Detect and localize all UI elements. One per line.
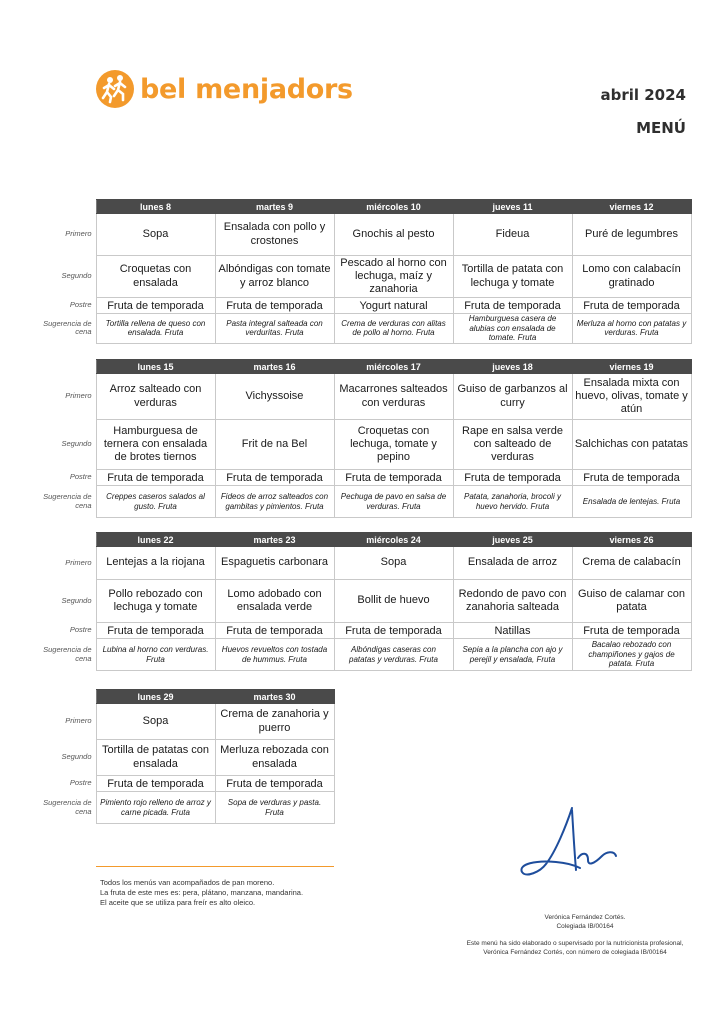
dinner-suggestion-cell: Tortilla rellena de queso con ensalada. Fruta: [96, 314, 215, 344]
table-row: [30, 298, 691, 314]
footer-notes: [100, 878, 303, 908]
first-course-cell: Fideua: [453, 214, 572, 256]
first-course-cell: Gnochis al pesto: [334, 214, 453, 256]
signer-block: [490, 914, 680, 932]
row-label-second: Segundo: [61, 439, 92, 449]
table-row: [30, 740, 334, 776]
first-course-cell: Puré de legumbres: [572, 214, 691, 256]
week-table: [30, 689, 335, 824]
dinner-suggestion-cell: Merluza al horno con patatas y verduras. Fruta: [572, 314, 691, 344]
day-header: jueves 18: [453, 360, 572, 374]
table-row: [30, 470, 691, 486]
dinner-suggestion-cell: Albóndigas caseras con patatas y verduras. Fruta: [334, 639, 453, 671]
day-header: viernes 26: [572, 533, 691, 547]
dessert-cell: Natillas: [453, 623, 572, 639]
row-label-first: Primero: [65, 391, 92, 401]
note-line: El aceite que se utiliza para freír es alto oleico.: [100, 898, 256, 908]
day-header: lunes 22: [96, 533, 215, 547]
dinner-suggestion-cell: Patata, zanahoria, brocoli y huevo hervido. Fruta: [453, 486, 572, 518]
day-header: viernes 19: [572, 360, 691, 374]
day-header: miércoles 10: [334, 200, 453, 214]
second-course-cell: Croquetas con ensalada: [96, 256, 215, 298]
day-header: martes 16: [215, 360, 334, 374]
menu-table: [30, 359, 692, 518]
second-course-cell: Tortilla de patatas con ensalada: [96, 740, 215, 776]
table-row: [30, 256, 691, 298]
row-label-dessert: Postre: [69, 625, 92, 635]
table-row: [30, 214, 691, 256]
day-header: viernes 12: [572, 200, 691, 214]
day-header: martes 23: [215, 533, 334, 547]
day-header: miércoles 17: [334, 360, 453, 374]
dessert-cell: Fruta de temporada: [334, 623, 453, 639]
week-table: [30, 199, 692, 344]
row-label-first: Primero: [65, 229, 92, 239]
table-corner: [30, 533, 96, 547]
dessert-cell: Fruta de temporada: [453, 470, 572, 486]
first-course-cell: Ensalada mixta con huevo, olivas, tomate y atún: [572, 374, 691, 420]
first-course-cell: Macarrones salteados con verduras: [334, 374, 453, 420]
table-row: [30, 639, 691, 671]
table-corner: [30, 360, 96, 374]
first-course-cell: Espaguetis carbonara: [215, 547, 334, 580]
table-row: [30, 776, 334, 792]
running-kids-icon: [96, 70, 134, 108]
second-course-cell: Croquetas con lechuga, tomate y pepino: [334, 420, 453, 470]
menu-table: [30, 199, 692, 344]
dinner-suggestion-cell: Sopa de verduras y pasta. Fruta: [215, 792, 334, 824]
second-course-cell: Hamburguesa de ternera con ensalada de brotes tiernos: [96, 420, 215, 470]
table-corner: [30, 200, 96, 214]
table-row: [30, 704, 334, 740]
row-label-second: Segundo: [61, 595, 92, 605]
row-label-dinner: Sugerencia de cena: [43, 644, 92, 663]
page-title: MENÚ: [636, 119, 686, 137]
week-table: [30, 359, 692, 518]
row-label-dessert: Postre: [69, 778, 92, 788]
day-header: jueves 25: [453, 533, 572, 547]
row-label-dessert: Postre: [69, 472, 92, 482]
first-course-cell: Ensalada con pollo y crostones: [215, 214, 334, 256]
second-course-cell: Frit de na Bel: [215, 420, 334, 470]
menu-table: [30, 689, 335, 824]
signer-name: Verónica Fernández Cortés.: [544, 914, 626, 921]
second-course-cell: Albóndigas con tomate y arroz blanco: [215, 256, 334, 298]
dinner-suggestion-cell: Hamburguesa casera de alubias con ensalada de tomate. Fruta: [453, 314, 572, 344]
dinner-suggestion-cell: Bacalao rebozado con champiñones y gajos de patata. Fruta: [572, 639, 691, 671]
row-label-dinner: Sugerencia de cena: [43, 797, 92, 816]
first-course-cell: Sopa: [334, 547, 453, 580]
signature-image: [516, 806, 620, 891]
dinner-suggestion-cell: Crema de verduras con alitas de pollo al horno. Fruta: [334, 314, 453, 344]
menu-month: abril 2024: [600, 86, 686, 104]
dessert-cell: Fruta de temporada: [96, 470, 215, 486]
row-label-second: Segundo: [61, 271, 92, 281]
dinner-suggestion-cell: Lubina al horno con verduras. Fruta: [96, 639, 215, 671]
second-course-cell: Guiso de calamar con patata: [572, 580, 691, 623]
brand-name: bel menjadors: [140, 73, 353, 105]
table-row: [30, 374, 691, 420]
first-course-cell: Crema de calabacín: [572, 547, 691, 580]
day-header: martes 30: [215, 690, 334, 704]
table-row: [30, 314, 691, 344]
second-course-cell: Pollo rebozado con lechuga y tomate: [96, 580, 215, 623]
second-course-cell: Rape en salsa verde con salteado de verduras: [453, 420, 572, 470]
day-header: martes 9: [215, 200, 334, 214]
first-course-cell: Sopa: [96, 214, 215, 256]
table-row: [30, 547, 691, 580]
second-course-cell: Tortilla de patata con lechuga y tomate: [453, 256, 572, 298]
day-header: lunes 15: [96, 360, 215, 374]
second-course-cell: Lomo adobado con ensalada verde: [215, 580, 334, 623]
row-label-first: Primero: [65, 716, 92, 726]
first-course-cell: Guiso de garbanzos al curry: [453, 374, 572, 420]
first-course-cell: Ensalada de arroz: [453, 547, 572, 580]
table-row: [30, 580, 691, 623]
note-line: Todos los menús van acompañados de pan moreno.: [100, 878, 275, 887]
row-label-first: Primero: [65, 557, 92, 567]
first-course-cell: Sopa: [96, 704, 215, 740]
day-header: miércoles 24: [334, 533, 453, 547]
second-course-cell: Redondo de pavo con zanahoria salteada: [453, 580, 572, 623]
dessert-cell: Fruta de temporada: [334, 470, 453, 486]
dinner-suggestion-cell: Pimiento rojo relleno de arroz y carne picada. Fruta: [96, 792, 215, 824]
table-corner: [30, 690, 96, 704]
dessert-cell: Fruta de temporada: [215, 298, 334, 314]
dinner-suggestion-cell: Pechuga de pavo en salsa de verduras. Fruta: [334, 486, 453, 518]
brand-logo: [96, 70, 353, 108]
first-course-cell: Lentejas a la riojana: [96, 547, 215, 580]
row-label-dessert: Postre: [69, 300, 92, 310]
row-label-dinner: Sugerencia de cena: [43, 318, 92, 337]
table-row: [30, 420, 691, 470]
day-header: lunes 29: [96, 690, 215, 704]
note-line: La fruta de este mes es: pera, plátano, manzana, mandarina.: [100, 888, 304, 898]
dessert-cell: Fruta de temporada: [96, 776, 215, 792]
dinner-suggestion-cell: Creppes caseros salados al gusto. Fruta: [96, 486, 215, 518]
dessert-cell: Fruta de temporada: [453, 298, 572, 314]
dessert-cell: Fruta de temporada: [215, 776, 334, 792]
dessert-cell: Fruta de temporada: [215, 623, 334, 639]
dessert-cell: Fruta de temporada: [572, 298, 691, 314]
first-course-cell: Arroz salteado con verduras: [96, 374, 215, 420]
second-course-cell: Salchichas con patatas: [572, 420, 691, 470]
week-table: [30, 532, 692, 671]
row-label-dinner: Sugerencia de cena: [43, 491, 92, 510]
day-header: lunes 8: [96, 200, 215, 214]
table-row: [30, 623, 691, 639]
dessert-cell: Yogurt natural: [334, 298, 453, 314]
first-course-cell: Vichyssoise: [215, 374, 334, 420]
dinner-suggestion-cell: Pasta integral salteada con verduritas. Fruta: [215, 314, 334, 344]
dessert-cell: Fruta de temporada: [572, 470, 691, 486]
second-course-cell: Pescado al horno con lechuga, maíz y zanahoria: [334, 256, 453, 298]
disclaimer-line: Este menú ha sido elaborado o supervisado por la nutricionista profesional,: [466, 940, 684, 947]
menu-table: [30, 532, 692, 671]
signer-id: Colegiada IB/00164: [556, 922, 614, 930]
day-header: jueves 11: [453, 200, 572, 214]
row-label-second: Segundo: [61, 752, 92, 762]
disclaimer-line: Verónica Fernández Cortés, con número de colegiada IB/00164: [483, 948, 667, 956]
second-course-cell: Merluza rebozada con ensalada: [215, 740, 334, 776]
second-course-cell: Bollit de huevo: [334, 580, 453, 623]
table-row: [30, 486, 691, 518]
first-course-cell: Crema de zanahoria y puerro: [215, 704, 334, 740]
dessert-cell: Fruta de temporada: [96, 623, 215, 639]
second-course-cell: Lomo con calabacín gratinado: [572, 256, 691, 298]
dinner-suggestion-cell: Sepia a la plancha con ajo y perejil y ensalada, Fruta: [453, 639, 572, 671]
table-row: [30, 792, 334, 824]
dinner-suggestion-cell: Ensalada de lentejas. Fruta: [572, 486, 691, 518]
dessert-cell: Fruta de temporada: [572, 623, 691, 639]
dessert-cell: Fruta de temporada: [96, 298, 215, 314]
notes-divider: [96, 866, 334, 867]
disclaimer: [430, 940, 720, 958]
dinner-suggestion-cell: Fideos de arroz salteados con gambitas y pimientos. Fruta: [215, 486, 334, 518]
dessert-cell: Fruta de temporada: [215, 470, 334, 486]
dinner-suggestion-cell: Huevos revueltos con tostada de hummus. Fruta: [215, 639, 334, 671]
